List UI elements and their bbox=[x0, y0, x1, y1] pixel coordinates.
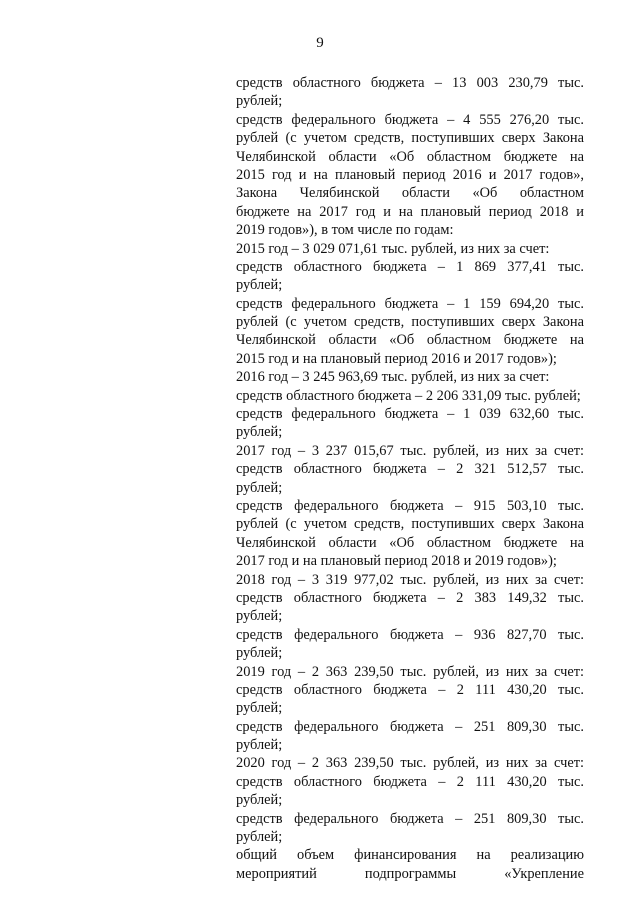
text-line: средств федерального бюджета – 1 039 632,60 тыс. bbox=[236, 406, 584, 423]
text-line: средств федерального бюджета – 1 159 694,20 тыс. bbox=[236, 295, 584, 312]
text-line: рублей; bbox=[236, 829, 283, 846]
text-line: рублей; bbox=[236, 700, 283, 717]
text-line: рублей; bbox=[236, 608, 283, 625]
text-line: средств федерального бюджета – 251 809,30 тыс. bbox=[236, 718, 584, 735]
text-line: средств областного бюджета – 2 383 149,32 тыс. bbox=[236, 589, 584, 606]
text-line: средств федерального бюджета – 915 503,10 тыс. bbox=[236, 497, 584, 514]
text-line: 2019 годов»), в том числе по годам: bbox=[236, 222, 454, 239]
text-line: 2015 год и на плановый период 2016 и 2017 годов», bbox=[236, 166, 584, 183]
text-line: средств федерального бюджета – 4 555 276,20 тыс. bbox=[236, 111, 584, 128]
text-line: рублей; bbox=[236, 792, 283, 809]
text-line: 2015 год и на плановый период 2016 и 2017 годов»); bbox=[236, 350, 557, 367]
text-line: 2017 год и на плановый период 2018 и 2019 годов»); bbox=[236, 553, 557, 570]
text-line: бюджете на 2017 год и на плановый период 2018 и bbox=[236, 203, 584, 220]
text-line: Закона Челябинской области «Об областном bbox=[236, 185, 584, 202]
text-line: Челябинской области «Об областном бюджете на bbox=[236, 148, 584, 165]
text-line: средств областного бюджета – 2 206 331,09 тыс. рублей; bbox=[236, 387, 581, 404]
text-line: Челябинской области «Об областном бюджете на bbox=[236, 332, 584, 349]
text-line: средств федерального бюджета – 936 827,70 тыс. bbox=[236, 626, 584, 643]
text-line: рублей (с учетом средств, поступивших сверх Закона bbox=[236, 130, 584, 147]
text-line: мероприятий подпрограммы «Укрепление bbox=[236, 865, 584, 882]
text-line: 2018 год – 3 319 977,02 тыс. рублей, из них за счет: bbox=[236, 571, 584, 588]
text-line: 2020 год – 2 363 239,50 тыс. рублей, из них за счет: bbox=[236, 755, 584, 772]
text-line: рублей; bbox=[236, 479, 283, 496]
text-line: средств федерального бюджета – 251 809,30 тыс. bbox=[236, 810, 584, 827]
text-line: рублей; bbox=[236, 93, 283, 110]
text-line: рублей; bbox=[236, 737, 283, 754]
text-line: рублей; bbox=[236, 277, 283, 294]
text-line: 2017 год – 3 237 015,67 тыс. рублей, из них за счет: bbox=[236, 442, 584, 459]
text-line: 2016 год – 3 245 963,69 тыс. рублей, из них за счет: bbox=[236, 369, 550, 386]
text-line: 2015 год – 3 029 071,61 тыс. рублей, из них за счет: bbox=[236, 240, 550, 257]
document-body bbox=[236, 74, 584, 883]
text-line: рублей (с учетом средств, поступивших сверх Закона bbox=[236, 314, 584, 331]
page-number: 9 bbox=[316, 35, 324, 51]
text-line: средств областного бюджета – 2 321 512,57 тыс. bbox=[236, 461, 584, 478]
text-line: Челябинской области «Об областном бюджете на bbox=[236, 534, 584, 551]
text-line: средств областного бюджета – 2 111 430,20 тыс. bbox=[236, 773, 584, 790]
text-line: средств областного бюджета – 13 003 230,79 тыс. bbox=[236, 75, 584, 91]
text-line: средств областного бюджета – 1 869 377,41 тыс. bbox=[236, 258, 584, 275]
text-line: рублей; bbox=[236, 424, 283, 441]
text-line: общий объем финансирования на реализацию bbox=[236, 847, 584, 864]
text-line: рублей (с учетом средств, поступивших сверх Закона bbox=[236, 516, 584, 533]
text-line: средств областного бюджета – 2 111 430,20 тыс. bbox=[236, 681, 584, 698]
text-line: 2019 год – 2 363 239,50 тыс. рублей, из них за счет: bbox=[236, 663, 584, 680]
text-line: рублей; bbox=[236, 645, 283, 662]
